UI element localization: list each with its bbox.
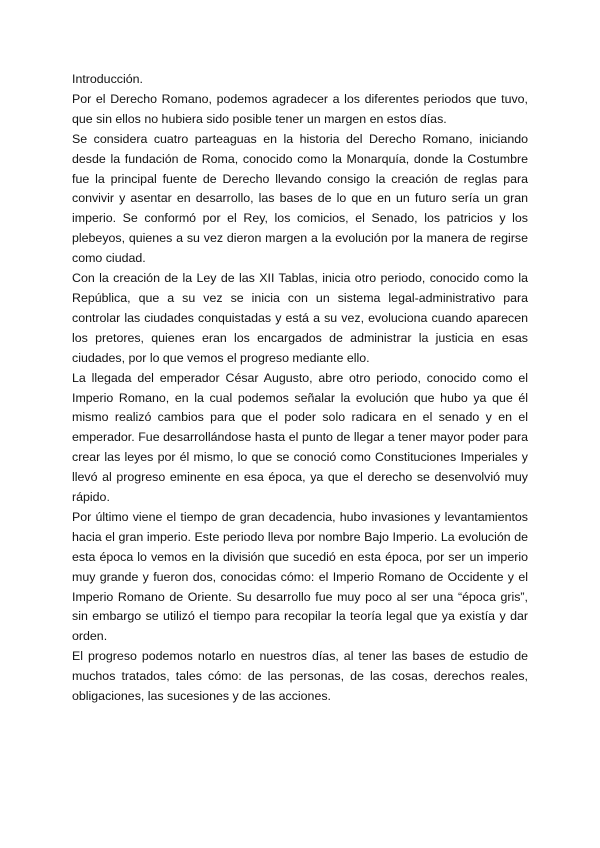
paragraph-imperio-romano: La llegada del emperador César Augusto, abre otro periodo, conocido como el Imperio Romano, en la cual podemos señalar la evolución que hubo ya que él mismo realizó cambios para que el poder solo radicara en el senado y en el emperador. Fue desarrollándose hasta el punto de llegar a tener mayor poder para crear las leyes por él mismo, lo que se conoció como Constituciones Imperiales y llevó al progreso eminente en esa época, ya que el derecho se desenvolvió muy rápido. bbox=[72, 370, 528, 505]
paragraph-bajo-imperio: Por último viene el tiempo de gran decadencia, hubo invasiones y levantamientos hacia el gran imperio. Este periodo lleva por nombre Bajo Imperio. La evolución de esta época lo vemos en la división que sucedió en esta época, por ser un imperio muy grande y fueron dos, conocidas cómo: el Imperio Romano de Occidente y el Imperio Romano de Oriente. Su desarrollo fue muy poco al ser una “época gris”, sin embargo se utilizó el tiempo para recopilar la teoría legal que ya existía y dar orden. bbox=[72, 509, 528, 644]
document-page bbox=[72, 70, 528, 707]
paragraph-derecho-romano: Por el Derecho Romano, podemos agradecer a los diferentes periodos que tuvo, que sin ellos no hubiera sido posible tener un margen en estos días. bbox=[72, 91, 528, 126]
paragraph-monarquia: Se considera cuatro parteaguas en la historia del Derecho Romano, iniciando desde la fundación de Roma, conocido como la Monarquía, donde la Costumbre fue la principal fuente de Derecho llevando consigo la creación de reglas para convivir y asentar en desarrollo, las bases de lo que en un futuro sería un gran imperio. Se conformó por el Rey, los comicios, el Senado, los patricios y los plebeyos, quienes a su vez dieron margen a la evolución por la manera de regirse como ciudad. bbox=[72, 131, 528, 266]
paragraph-republica: Con la creación de la Ley de las XII Tablas, inicia otro periodo, conocido como la República, que a su vez se inicia con un sistema legal-administrativo para controlar las ciudades conquistadas y está a su vez, evoluciona cuando aparecen los pretores, quienes eran los encargados de administrar la justicia en esas ciudades, por lo que vemos el progreso mediante ello. bbox=[72, 271, 528, 365]
paragraph-progreso: El progreso podemos notarlo en nuestros días, al tener las bases de estudio de muchos tratados, tales cómo: de las personas, de las cosas, derechos reales, obligaciones, las sucesiones y de las acciones. bbox=[72, 649, 528, 704]
document-title: Introducción. bbox=[72, 72, 143, 86]
